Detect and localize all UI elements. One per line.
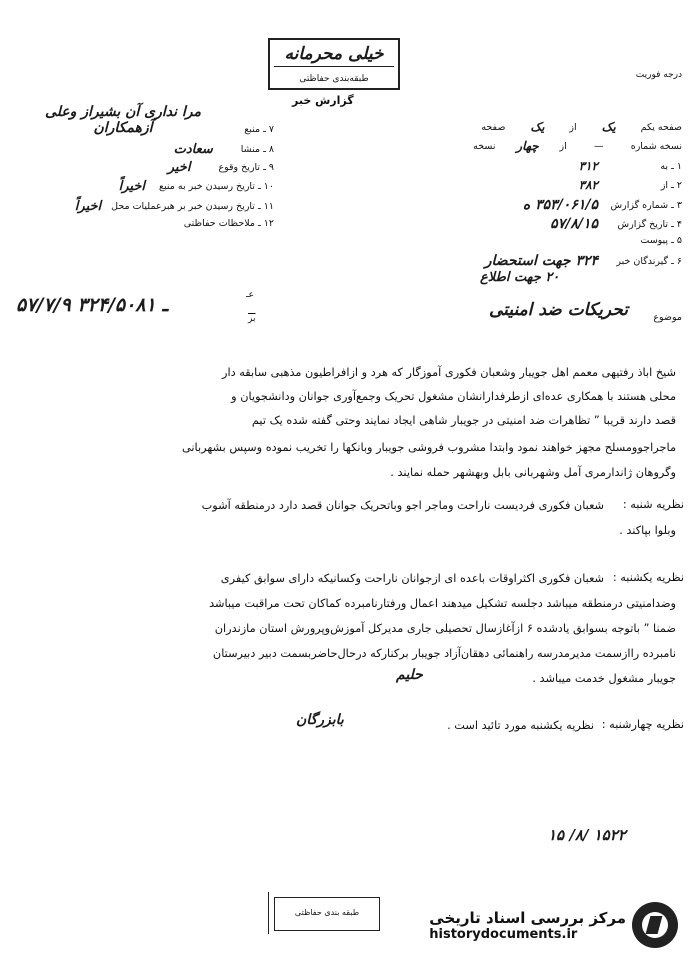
source-receipt-value: اخیراً (118, 179, 145, 194)
page-field (481, 120, 682, 134)
origin-field (24, 142, 274, 157)
classification-stamp (268, 38, 400, 90)
recipients-value: ۳۲۴ جهت استحضار (484, 253, 598, 269)
copy-label: نسخه شماره (630, 140, 682, 152)
opinion-line: جویبار مشغول خدمت میباشد . (532, 672, 676, 685)
from-label: ۲ ـ از (660, 179, 682, 191)
report-title: گزارش خبر (292, 94, 354, 107)
ops-receipt-field (24, 199, 274, 214)
report-number-field (523, 197, 682, 213)
page-mid: از (569, 121, 577, 133)
archive-watermark (429, 902, 678, 948)
to-value: ۳۱۲ (578, 159, 598, 173)
reference-mark-1: عـ (246, 290, 255, 300)
report-date-field (550, 216, 682, 232)
from-field (579, 178, 682, 192)
signature-sunday: حلیم (396, 667, 423, 683)
attachment-field (602, 235, 682, 246)
source-receipt-field (24, 179, 274, 194)
origin-label: ۸ ـ منشا (240, 144, 274, 155)
watermark-en: historydocuments.ir (429, 926, 578, 942)
source-field (24, 124, 274, 135)
reference-number: ۵۷/۷/۹ ـ ۳۲۴/۵۰۸۱ (16, 294, 168, 316)
to-label: ۱ ـ به (660, 160, 682, 172)
source-label: ۷ ـ منبع (244, 124, 274, 135)
opinion-label-saturday: نظریه شنبه : (622, 498, 684, 511)
urgency-label: درجه فوریت (635, 70, 682, 80)
copy-total: چهار (516, 139, 539, 153)
bottom-stamp-label: طبقه بندی حفاظتی (294, 908, 360, 917)
security-notes-field (24, 218, 274, 229)
signature-wednesday: بابزرگان (296, 712, 344, 728)
report-date-label: ۴ ـ تاریخ گزارش (617, 218, 682, 230)
body-line: شیخ اباذ رفتیهی معمم اهل جویبار وشعبان فکوری آموزگار که هرد و ازافراطیون مذهبی سابقه دار (222, 366, 676, 379)
classification-handwritten: خیلی محرمانه (284, 44, 384, 64)
opinion-line: شعبان فکوری فردیست ناراحت وماجر اجو وباتحریک جوانان قصد دارد درمنطقه آشوب (201, 499, 604, 512)
page-label: صفحه یکم (640, 121, 682, 133)
opinion-line: نامبرده راازسمت مدیرمدرسه راهنمائی دهقان‌آزاد جویبار برکنارکه درحال‌حاضربسمت دبیر دبیرستان (212, 647, 676, 660)
opinion-line: شعبان فکوری اکثراوقات باعده ای ازجوانان ناراحت وکسانیکه دارای سوابق کیفری (220, 572, 604, 585)
watermark-fa: مرکز بررسی اسناد تاریخی (429, 908, 626, 927)
from-value: ۳۸۲ (578, 178, 598, 192)
reference-mark-2: بر (248, 314, 256, 324)
source-receipt-label: ۱۰ ـ تاریخ رسیدن خبر به منبع (159, 181, 274, 192)
attachment-label: ۵ ـ پیوست (640, 235, 682, 246)
origin-value: سعادت (173, 142, 213, 157)
page-unit: صفحه (481, 121, 506, 133)
body-line: وگروهان ژاندارمری آمل وشهربانی بابل وبهشهر حمله نمایند . (390, 466, 676, 479)
to-field (579, 159, 682, 173)
security-notes-label: ۱۲ ـ ملاحظات حفاظتی (183, 218, 274, 229)
source-handwritten: مرا نداری آن بشیراز وعلی آزهمکاران (44, 104, 202, 136)
opinion-label-wednesday: نظریه چهارشنبه : (601, 718, 684, 731)
ops-receipt-value: اخیراً (74, 199, 102, 214)
opinion-line: وضدامنیتی درمنطقه میباشد دجلسه تشکیل میدهند اعمال ورفتارنامبرده کماکان تحت مراقبت میباشد (209, 597, 676, 610)
copy-field (473, 139, 682, 153)
bottom-classification-stamp (274, 897, 380, 931)
opinion-line: نظریه یکشنبه مورد تائید است . (447, 719, 594, 732)
occurrence-date-label: ۹ ـ تاریخ وقوع (218, 162, 274, 173)
classification-label: طبقه‌بندی حفاظتی (299, 74, 369, 84)
recipients-extra: ۲۰ جهت اطلاع (480, 270, 560, 285)
page-total: یک (530, 120, 545, 134)
page-value: یک (601, 120, 616, 134)
handwritten-note: ۱۵۲۲ /۸/ ۱۵ (548, 826, 626, 844)
recipients-field (485, 253, 682, 269)
report-number-label: ۳ ـ شماره گزارش (610, 199, 682, 211)
copy-value: — (593, 140, 604, 152)
opinion-label-sunday: نظریه یکشنبه : (612, 571, 684, 584)
occurrence-date-field (24, 160, 274, 175)
body-line: محلی هستند با همکاری عده‌ای ازطرفدارانشان مشغول تحریک وجمع‌آوری جوانان ودانشجویان و (231, 390, 676, 403)
occurrence-date-value: اخیر (167, 160, 191, 175)
subject-label: موضوع (653, 312, 682, 323)
opinion-line: ضمنا ” باتوجه بسوابق یادشده ۶ ازآغازسال تحصیلی جاری مدیرکل آموزش‌وپرورش استان مازندران (214, 622, 676, 635)
report-date-value: ۵۷/۸/۱۵ (550, 216, 598, 232)
stamp-divider (274, 66, 394, 67)
recipients-label: ۶ ـ گیرندگان خبر (616, 255, 682, 267)
body-line: ماجراجوومسلح مجهز خواهند نمود وابتدا مشروب فروشی جویبار وبانکها را تخریب نموده وسپس بشهربانی (181, 441, 676, 454)
subject-value: تحریکات ضد امنیتی (489, 300, 628, 320)
copy-mid: از (559, 140, 567, 152)
opinion-line: وبلوا بپاکند . (619, 524, 676, 537)
report-number-value: ۳۵۳/۰۶۱/۵ ه (522, 197, 598, 213)
ops-receipt-label: ۱۱ ـ تاریخ رسیدن خبر بر هبرعملیات محل (111, 201, 274, 212)
body-line: قصد دارند قریبا ” تظاهرات ضد امنیتی در جویبار شاهی ایجاد نمایند وحتی گفته شده یک تیم (251, 414, 676, 427)
archive-logo-icon (632, 902, 678, 948)
copy-unit: نسخه (473, 140, 496, 152)
